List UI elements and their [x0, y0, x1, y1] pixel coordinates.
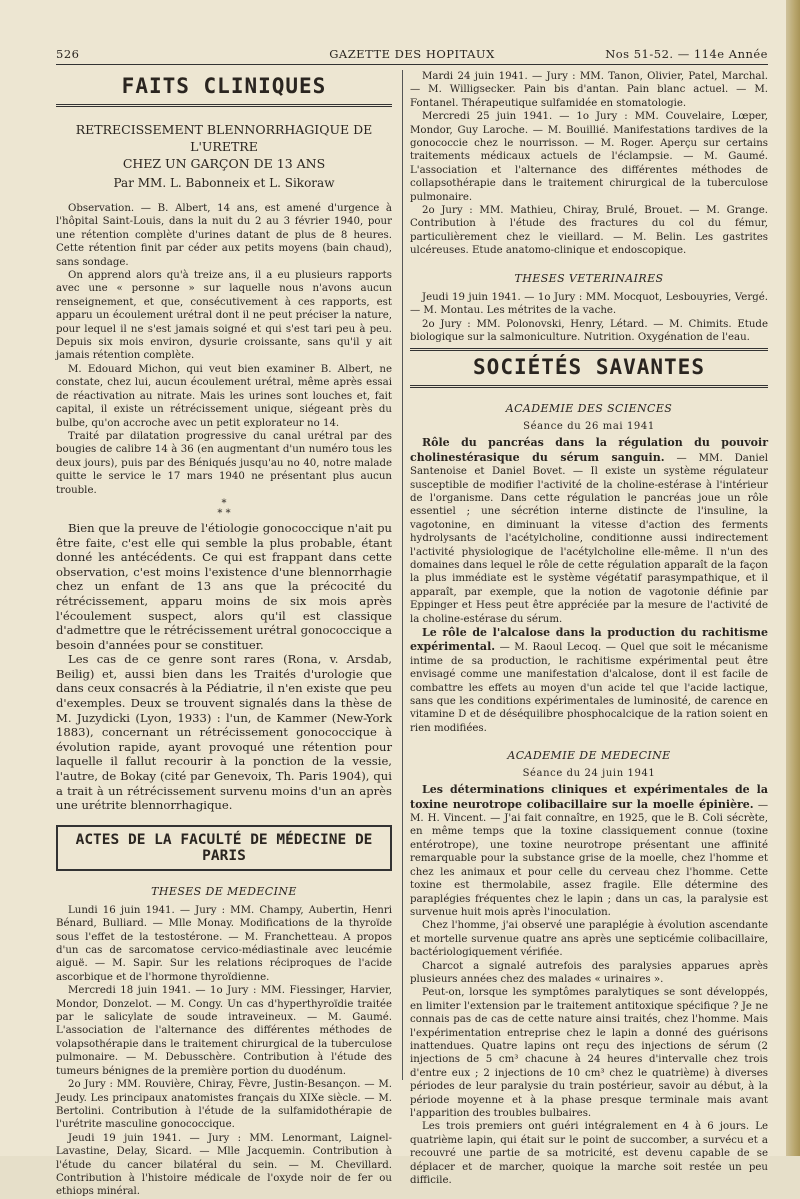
divider: [410, 385, 768, 388]
section-title-faits-cliniques: FAITS CLINIQUES: [121, 74, 327, 98]
article-title-line-2: CHEZ UN GARÇON DE 13 ANS: [122, 156, 326, 171]
vet-theses-title: THESES VETERINAIRES: [514, 271, 664, 285]
running-head: [56, 44, 768, 64]
academy-sciences-title: ACADEMIE DES SCIENCES: [505, 402, 673, 416]
communication-text: — M. H. Vincent. — J'ai fait connaître, en 1925, que le B. Coli sécrète, en même temps que la toxine classiquement connue (toxine entérotrope), une toxine neurotrope présentant une affinité remarquable pour la substance grise de la moelle, chez l'homme et chez les animaux et pour celle du cerveau chez l'homme. Cette toxine est thermolabile, assez fragile. Elle détermine des paraplégies fréquentes chez le lapin ; dans un cas, la paralysie est survenue huit mois après l'inoculation.: [410, 799, 768, 918]
paragraph: Traité par dilatation progressive du canal urétral par des bougies de calibre 14 à 36 (en augmentant d'un numéro tous les deux jours), puis par des Béniqués jusqu'au no 40, notre malade quitte le service le 17 mars 1940 ne présentant plus aucun trouble.: [56, 430, 392, 496]
page-edge: [786, 0, 800, 1156]
paragraph: Les cas de ce genre sont rares (Rona, v. Arsdab, Beilig) et, aussi bien dans les Traités d'urologie que dans ceux consacrés à la Pédiatrie, il n'en existe que peu d'exemples. Deux se trouvent signalés dans la thèse de M. Juzydicki (Lyon, 1933) : l'un, de Kammer (New-York 1883), concernant un rétrécissement gonococcique à évolution rapide, ayant provoqué une rétention pour laquelle il fallut recourir à la ponction de la vessie, l'autre, de Bokay (cité par Genevoix, Th. Paris 1904), qui a trait à un rétrécissement survenu moins d'un an après une urétrite blennorrhagique.: [56, 652, 392, 813]
thesis-entry: Lundi 16 juin 1941. — Jury : MM. Champy, Aubertin, Henri Bénard, Bulliard. — Mlle Monay. Modifications de la thyroïde sous l'effet de la testostérone. — M. Franchetteau. A propos d'un cas de sarcomatose cervico-médiastinale avec leucémie aiguë. — M. Sapir. Sur les relations réciproques de l'acide ascorbique et de l'hormone thyroïdienne.: [56, 904, 392, 983]
seance-date: Séance du 26 mai 1941: [523, 421, 655, 433]
thesis-entry: 2o Jury : MM. Mathieu, Chiray, Brulé, Brouet. — M. Grange. Contribution à l'étude des fractures du col du fémur, particulièrement chez le vieillard. — M. Belin. Les gastrites ulcéreuses. Etude anatomo-clinique et endoscopique.: [410, 205, 768, 257]
paragraph: Charcot a signalé autrefois des paralysies apparues après plusieurs années chez des malades « urinaires ».: [410, 960, 768, 985]
article-title: [56, 121, 392, 172]
communication-text: — MM. Daniel Santenoise et Daniel Bovet. — Il existe un système régulateur susceptible de modifier l'activité de la choline-estérase à l'intérieur de l'organisme. Dans cette régulation le pancréas joue un rôle essentiel ; une sécrétion interne distincte de l'insuline, la vagotonine, en diminuant la vitesse d'action des ferments hydrolysants de l'acétylcholine, conditionne aussi indirectement l'activité physiologique de l'acétylcholine elle-même. Il n'un des domaines dans lequel le rôle de cette régulation apparaît de la façon la plus immédiate est le système végétatif parasympathique, et il apparaît, par exemple, que la notion de vagotonie définie par Eppinger et Hess peut être appréciée par la mesure de l'activité de la choline-estérase du sérum.: [410, 452, 768, 625]
thesis-entry: 2o Jury : MM. Rouvière, Chiray, Fèvre, Justin-Besançon. — M. Jeudy. Les principaux anatomistes français du XIXe siècle. — M. Bertolini. Contribution à l'étude de la sulfamidothérapie de l'urétrite masculine gonococcique.: [56, 1079, 392, 1131]
paragraph: On apprend alors qu'à treize ans, il a eu plusieurs rapports avec une « personne » sur laquelle nous n'avons aucun renseignement, et que, consécutivement à ces rapports, est apparu un écoulement urétral dont il ne peut préciser la nature, pour lequel il ne s'est jamais soigné et qui s'est tari peu à peu. Depuis six mois environ, dysurie croissante, sans qu'il y ait jamais rétention complète.: [56, 270, 392, 362]
divider: [56, 104, 392, 107]
column-divider: [402, 70, 403, 1080]
page-number: 526: [56, 47, 80, 61]
asterism-top: *: [221, 497, 227, 509]
thesis-entry: Jeudi 19 juin 1941. — Jury : MM. Lenormant, Laignel-Lavastine, Delay, Sicard. — Mlle Jacquemin. Contribution à l'étude du cancer bilatéral du sein. — M. Chevillard. Contribution à l'histoire médicale de l'oxyde noir de fer ou ethiops minéral.: [56, 1132, 392, 1198]
paragraph: Peut-on, lorsque les symptômes paralytiques se sont développés, en limiter l'extension par le traitement antitoxique spécifique ? Je ne connais pas de cas de cette nature ainsi traités, chez l'homme. Mais l'expérimentation entreprise chez le lapin a donné des guérisons inattendues. Quatre lapins ont reçu des injections de sérum (2 injections de 5 cm³ chacune à 24 heures d'intervalle chez trois d'entre eux ; 2 injections de 10 cm³ chez le quatrième) à diverses périodes de leur paralysie du train postérieur, savoir au début, à la période moyenne et à la phase presque terminale mais avant l'apparition des troubles bulbaires.: [410, 987, 768, 1119]
journal-title: GAZETTE DES HOPITAUX: [329, 47, 495, 61]
thesis-entry: Mardi 24 juin 1941. — Jury : MM. Tanon, Olivier, Patel, Marchal. — M. Willigsecker. Pain bis d'antan. Pain blanc actuel. — M. Fontanel. Thérapeutique sulfamidée en stomatologie.: [410, 71, 768, 109]
communication-title: Rôle du pancréas dans la régulation du pouvoir cholinestérasique du sérum sanguin.: [410, 436, 768, 464]
thesis-entry: 2o Jury : MM. Polonovski, Henry, Létard. — M. Chimits. Etude biologique sur la salmoniculture. Nutrition. Oxygénation de l'eau.: [410, 318, 768, 343]
byline: Par MM. L. Babonneix et L. Sikoraw: [113, 176, 335, 190]
academy-medicine-title: ACADEMIE DE MEDECINE: [507, 749, 671, 763]
paragraph: M. Edouard Michon, qui veut bien examiner B. Albert, ne constate, chez lui, aucun écoulement urétral, même après essai de réactivation au nitrate. Mais les urines sont louches et, fait capital, il existe un rétrécissement unique, siégeant près du bulbe, qu'on accroche avec un petit explorateur no 14.: [56, 363, 392, 429]
header-rule: [56, 64, 768, 65]
right-column: [410, 70, 768, 1187]
paragraph: Bien que la preuve de l'étiologie gonococcique n'ait pu être faite, c'est elle qui semble la plus probable, étant donné les antécédents. Ce qui est frappant dans cette observation, c'est moins l'existence d'une blennorrhagie chez un enfant de 13 ans que la précocité du rétrécissement, apparu moins de six mois après l'écoulement suspect, alors qu'il est classique d'admettre que le rétrécissement urétral gonococcique a besoin d'années pour se constituer.: [56, 520, 392, 652]
left-column: [56, 70, 392, 1199]
paragraph: Observation. — B. Albert, 14 ans, est amené d'urgence à l'hôpital Saint-Louis, dans la nuit du 2 au 3 février 1940, pour une rétention complète d'urines datant de plus de 8 heures. Cette rétention finit par céder aux petits moyens (bain chaud), sans sondage.: [56, 203, 392, 268]
divider: [410, 348, 768, 351]
faculty-banner: ACTES DE LA FACULTÉ DE MÉDECINE DE PARIS: [56, 825, 392, 871]
asterism: [56, 499, 392, 519]
theses-title: THESES DE MEDECINE: [151, 884, 297, 898]
communication: [410, 436, 768, 626]
article-title-line-1: RETRECISSEMENT BLENNORRHAGIQUE DE L'URETRE: [75, 122, 373, 154]
section-title-societes: SOCIÉTÉS SAVANTES: [473, 355, 705, 380]
communication-title: Les déterminations cliniques et expérimentales de la toxine neurotrope colibacillaire sur la moelle épinière.: [410, 783, 768, 811]
thesis-entry: Mercredi 18 juin 1941. — 1o Jury : MM. Fiessinger, Harvier, Mondor, Donzelot. — M. Congy. Un cas d'hyperthyroïdie traitée par le salicylate de soude intraveineux. — M. Gaumé. L'association de l'alternance des différentes méthodes de volapsothérapie dans le traitement chirurgical de la tuberculose pulmonaire. — M. Debusschère. Contribution à l'étude des tumeurs bénignes de la première portion du duodénum.: [56, 985, 392, 1077]
communication-text: — M. Raoul Lecoq. — Quel que soit le mécanisme intime de sa production, le rachitisme expérimental peut être envisagé comme une manifestation d'alcalose, dont il est facile de combattre les effets au moyen d'un acide tel que l'acide lactique, sans que les conditions expérimentales de luminosité, de carence en vitamine D et de déséquilibre phosphocalcique de la ration soient en rien modifiées.: [410, 642, 769, 734]
communication-title: Le rôle de l'alcalose dans la production du rachitisme expérimental.: [410, 626, 768, 654]
paragraph: Les trois premiers ont guéri intégralement en 4 à 6 jours. Le quatrième lapin, qui était sur le point de succomber, a survécu et a recouvré une partie de sa motricité, est devenu capable de se déplacer et de marcher, quoique la marche soit restée un peu difficile.: [410, 1121, 768, 1187]
asterism-bottom: * *: [217, 507, 231, 519]
communication: [410, 626, 768, 735]
communication: [410, 783, 768, 919]
issue-number: Nos 51-52. — 114e Année: [605, 47, 768, 61]
thesis-entry: Jeudi 19 juin 1941. — 1o Jury : MM. Mocquot, Lesbouyries, Vergé. — M. Montau. Les métrites de la vache.: [410, 291, 768, 317]
paragraph: Chez l'homme, j'ai observé une paraplégie à évolution ascendante et mortelle survenue quatre ans après une septicémie colibacillaire, bactériologiquement vérifiée.: [410, 920, 768, 959]
seance-date: Séance du 24 juin 1941: [522, 768, 656, 780]
thesis-entry: Mercredi 25 juin 1941. — 1o Jury : MM. Couvelaire, Lœper, Mondor, Guy Laroche. — M. Bouillié. Manifestations tardives de la gonococcie chez le nourrisson. — M. Roger. Aperçu sur certains traitements médicaux actuels de l'éclampsie. — M. Gaumé. L'association et l'alternance des différentes méthodes de collapsothérapie dans le traitement chirurgical de la tuberculose pulmonaire.: [410, 111, 768, 203]
